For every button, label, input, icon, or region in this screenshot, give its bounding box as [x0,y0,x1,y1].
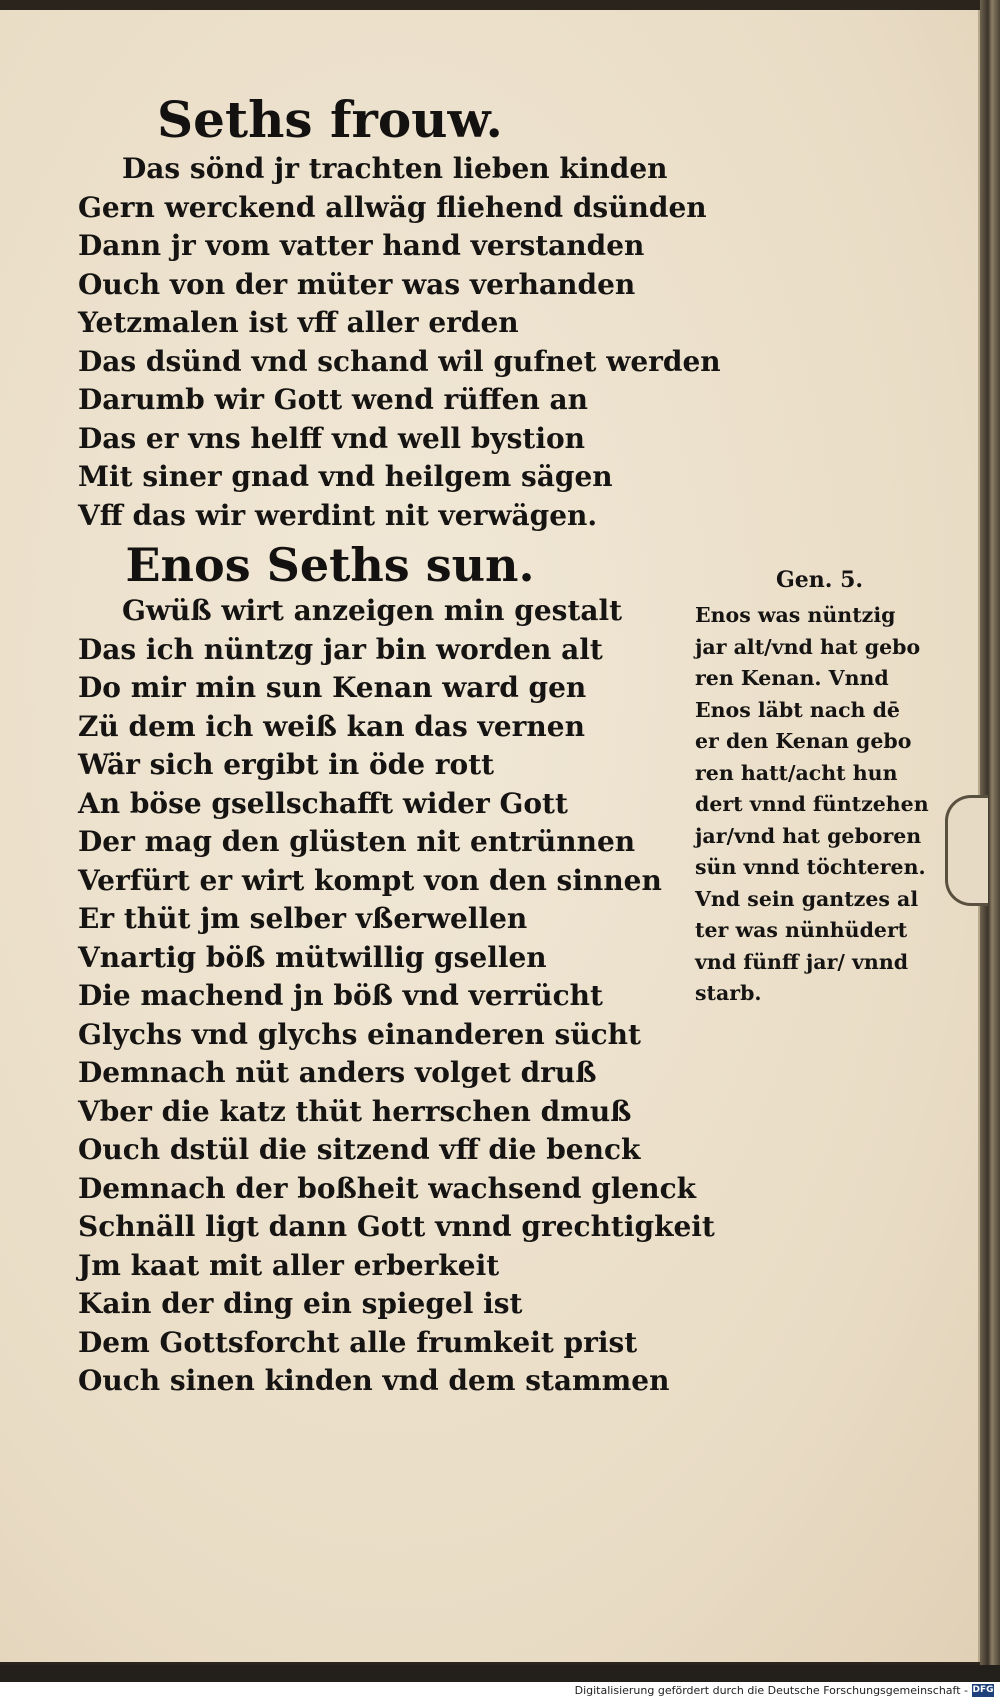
gloss-line: ter was nünhüdert [695,918,908,942]
funding-credit: Digitalisierung gefördert durch die Deutsche Forschungsgemeinschaft - [574,1684,968,1697]
gloss-line: ren hatt/acht hun [695,760,898,785]
gloss-line: Vnd sein gantzes al [695,886,919,911]
verse-line: Dann jr vom vatter hand verstanden [78,229,645,262]
scan-bottom-band [0,1665,1000,1682]
section-heading-enos: Enos Seths sun. [125,538,535,592]
verse-line: Die machend jn böß vnd verrücht [78,979,603,1012]
dfg-logo: DFG [972,1685,994,1695]
verse-line: Vff das wir werdint nit verwägen. [78,498,598,532]
verse-line: Ouch von der müter was verhanden [78,267,636,301]
verse-line: Das er vns helff vnd well bystion [78,421,586,455]
verse-line: An böse gsellschafft wider Gott [78,786,568,820]
margin-reference: Gen. 5. [776,567,864,593]
verse-line: Das dsünd vnd schand wil gufnet werden [78,344,721,378]
gloss-line: Enos läbt nach dē [695,697,900,722]
verse-line: Ouch sinen kinden vnd dem stammen [78,1364,670,1397]
verse-line: Kain der ding ein spiegel ist [78,1287,523,1320]
gloss-line: Enos was nüntzig [695,603,896,627]
verse-line: Das ich nüntzg jar bin worden alt [78,632,603,666]
verse-line: Er thüt jm selber vßerwellen [78,902,528,935]
verse-line: Verfürt er wirt kompt von den sinnen [78,863,662,897]
gloss-line: starb. [695,981,762,1005]
gloss-line: dert vnnd füntzehen [695,792,929,816]
gloss-line: ren Kenan. Vnnd [695,666,889,690]
verse-line: Gern werckend allwäg fliehend dsünden [78,190,707,224]
verse-line: Wär sich ergibt in öde rott [78,748,495,781]
page-tab-marker [945,795,988,906]
section-heading-seths-frouw: Seths frouw. [157,90,503,149]
verse-line: Do mir min sun Kenan ward gen [78,671,587,704]
verse-line: Ouch dstül die sitzend vff die benck [78,1133,641,1166]
gloss-line: vnd fünff jar/ vnnd [695,949,909,974]
verse-line: Demnach der boßheit wachsend glenck [78,1171,697,1205]
verse-line: Darumb wir Gott wend rüffen an [78,383,589,416]
verse-line: Das sönd jr trachten lieben kinden [122,152,668,185]
verse-line: Der mag den glüsten nit entrünnen [78,825,636,858]
verse-line: Glychs vnd glychs einanderen sücht [78,1017,641,1051]
verse-line: Vnartig böß mütwillig gsellen [78,940,547,974]
verse-line: Demnach nüt anders volget druß [78,1056,597,1089]
verse-block-1 [78,150,721,535]
gloss-line: jar/vnd hat geboren [695,823,922,848]
margin-gloss [695,600,929,1010]
verse-line: Yetzmalen ist vff aller erden [78,306,519,339]
verse-line: Jm kaat mit aller erberkeit [78,1248,500,1282]
verse-line: Mit siner gnad vnd heilgem sägen [78,460,613,493]
verse-line: Dem Gottsforcht alle frumkeit prist [78,1325,638,1359]
gloss-line: er den Kenan gebo [695,729,912,753]
verse-line: Schnäll ligt dann Gott vnnd grechtigkeit [78,1210,715,1243]
verse-block-2 [78,592,715,1401]
gloss-line: jar alt/vnd hat gebo [695,634,921,659]
verse-line: Gwüß wirt anzeigen min gestalt [122,594,623,627]
verse-line: Zü dem ich weiß kan das vernen [78,709,585,743]
verse-line: Vber die katz thüt herrschen dmuß [78,1094,632,1128]
gloss-line: sün vnnd töchteren. [695,855,926,879]
